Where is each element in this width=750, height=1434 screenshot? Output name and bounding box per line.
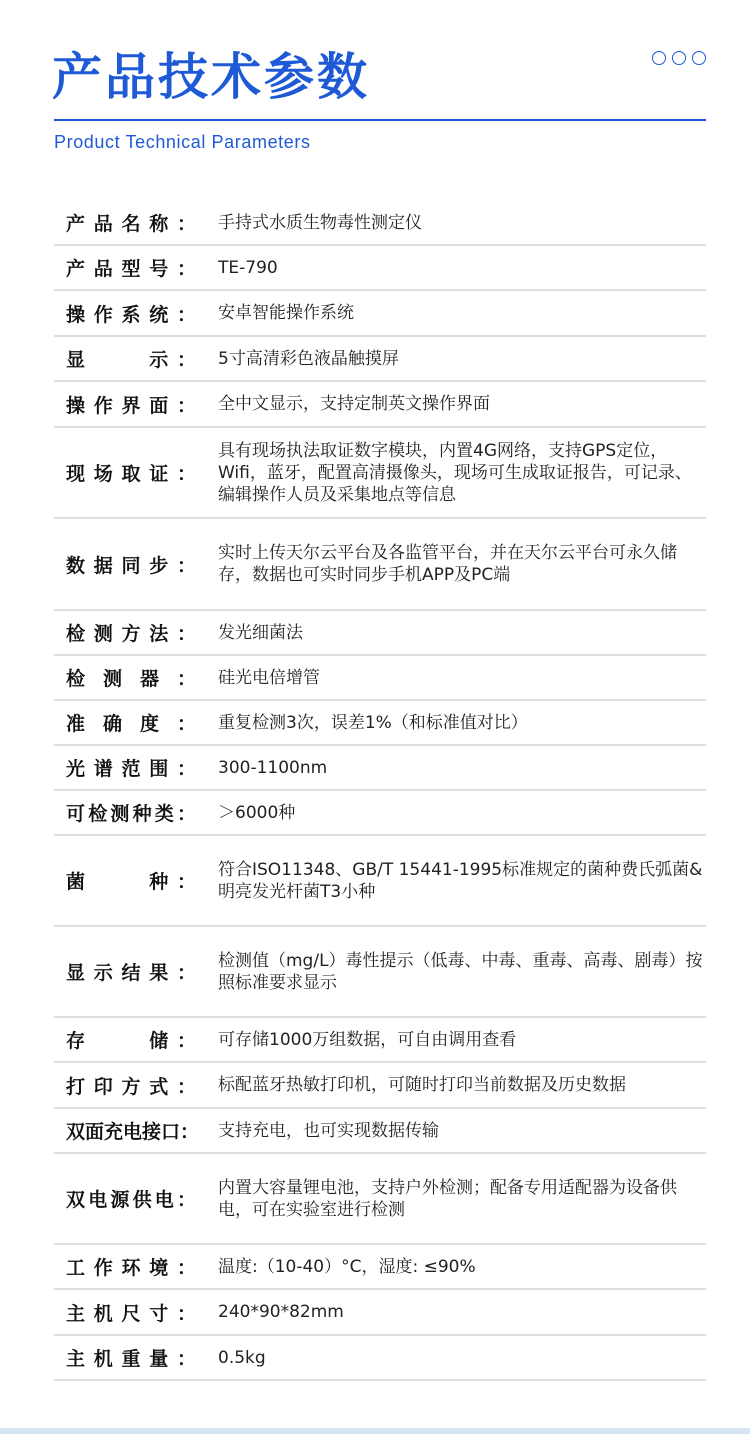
- param-label: 可检测种类：: [66, 803, 196, 825]
- param-row: [54, 382, 706, 428]
- param-row: [54, 791, 706, 836]
- param-value: 温度:（10-40）°C，湿度: ≤90%: [218, 1256, 476, 1277]
- param-row: [54, 291, 706, 337]
- circle-icon: [672, 51, 686, 65]
- param-label: 显 示：: [66, 349, 196, 371]
- param-row: [54, 701, 706, 746]
- param-label: 双电源供电：: [66, 1189, 196, 1211]
- param-value: 内置大容量锂电池，支持户外检测；配备专用适配器为设备供电，可在实验室进行检测: [218, 1177, 677, 1220]
- param-row: [54, 1063, 706, 1109]
- param-row: [54, 611, 706, 656]
- param-row: [54, 1018, 706, 1063]
- param-value: 检测值（mg/L）毒性提示（低毒、中毒、重毒、高毒、剧毒）按照标准要求显示: [218, 950, 703, 993]
- page-subtitle: Product Technical Parameters: [54, 132, 311, 152]
- param-row: [54, 1245, 706, 1290]
- param-row: [54, 1109, 706, 1154]
- circle-icon: [692, 51, 706, 65]
- param-value: 符合ISO11348、GB/T 15441-1995标准规定的菌种费氏弧菌&明亮发光杆菌T3小种: [218, 859, 703, 902]
- param-value: 可存储1000万组数据，可自由调用查看: [218, 1029, 517, 1050]
- param-row: [54, 927, 706, 1018]
- param-value: 支持充电，也可实现数据传输: [218, 1120, 439, 1141]
- param-value: 手持式水质生物毒性测定仪: [218, 212, 422, 233]
- param-value: 标配蓝牙热敏打印机，可随时打印当前数据及历史数据: [218, 1075, 626, 1095]
- param-label: 主机重量：: [66, 1348, 196, 1370]
- param-row: [54, 519, 706, 611]
- param-row: [54, 656, 706, 701]
- param-row: [54, 201, 706, 246]
- circle-icon: [652, 51, 666, 65]
- param-label: 准 确 度 ：: [66, 713, 196, 735]
- param-label: 产品名称：: [66, 213, 196, 235]
- param-label: 检测方法：: [66, 623, 196, 645]
- param-label: 现场取证：: [66, 463, 196, 485]
- param-label: 产品型号：: [66, 258, 196, 280]
- param-value: 具有现场执法取证数字模块，内置4G网络，支持GPS定位，Wifi，蓝牙，配置高清摄像头，现场可生成取证报告，可记录、编辑操作人员及采集地点等信息: [218, 440, 692, 505]
- param-row: [54, 1154, 706, 1245]
- param-label: 工作环境：: [66, 1257, 196, 1279]
- param-label: 双面充电接口：: [66, 1121, 200, 1143]
- param-label: 显示结果：: [66, 962, 196, 984]
- param-row: [54, 246, 706, 291]
- param-label: 存 储：: [66, 1030, 196, 1052]
- param-label: 主机尺寸：: [66, 1302, 196, 1325]
- param-value: 0.5kg: [218, 1347, 266, 1368]
- param-value: 重复检测3次，误差1%（和标准值对比）: [218, 712, 528, 733]
- param-row: [54, 836, 706, 927]
- param-row: [54, 746, 706, 791]
- page-title: 产品技术参数: [52, 48, 370, 106]
- title-divider: [54, 119, 706, 121]
- param-row: [54, 337, 706, 382]
- parameter-table: [54, 201, 706, 1381]
- param-value: ＞6000种: [218, 802, 296, 823]
- param-label: 检 测 器 ：: [66, 668, 196, 690]
- param-label: 菌 种：: [66, 871, 196, 893]
- param-label: 操作系统：: [66, 303, 196, 326]
- param-value: 安卓智能操作系统: [218, 303, 354, 323]
- param-value: 发光细菌法: [218, 622, 303, 643]
- param-value: 240*90*82mm: [218, 1302, 344, 1322]
- param-value: 300-1100nm: [218, 757, 328, 778]
- param-row: [54, 1290, 706, 1336]
- param-value: TE-790: [218, 257, 278, 278]
- bottom-strip: [0, 1428, 750, 1434]
- param-label: 数据同步：: [66, 554, 196, 577]
- param-label: 打印方式：: [66, 1075, 196, 1098]
- param-value: 5寸高清彩色液晶触摸屏: [218, 348, 399, 369]
- param-value: 全中文显示，支持定制英文操作界面: [218, 394, 490, 414]
- param-value: 硅光电倍增管: [218, 667, 320, 688]
- param-row: [54, 1336, 706, 1381]
- param-row: [54, 428, 706, 519]
- param-label: 光谱范围：: [66, 758, 196, 780]
- param-label: 操作界面：: [66, 394, 196, 417]
- param-value: 实时上传天尔云平台及各监管平台，并在天尔云平台可永久储存，数据也可实时同步手机APP及PC端: [218, 543, 677, 585]
- decorative-dots: [652, 51, 706, 65]
